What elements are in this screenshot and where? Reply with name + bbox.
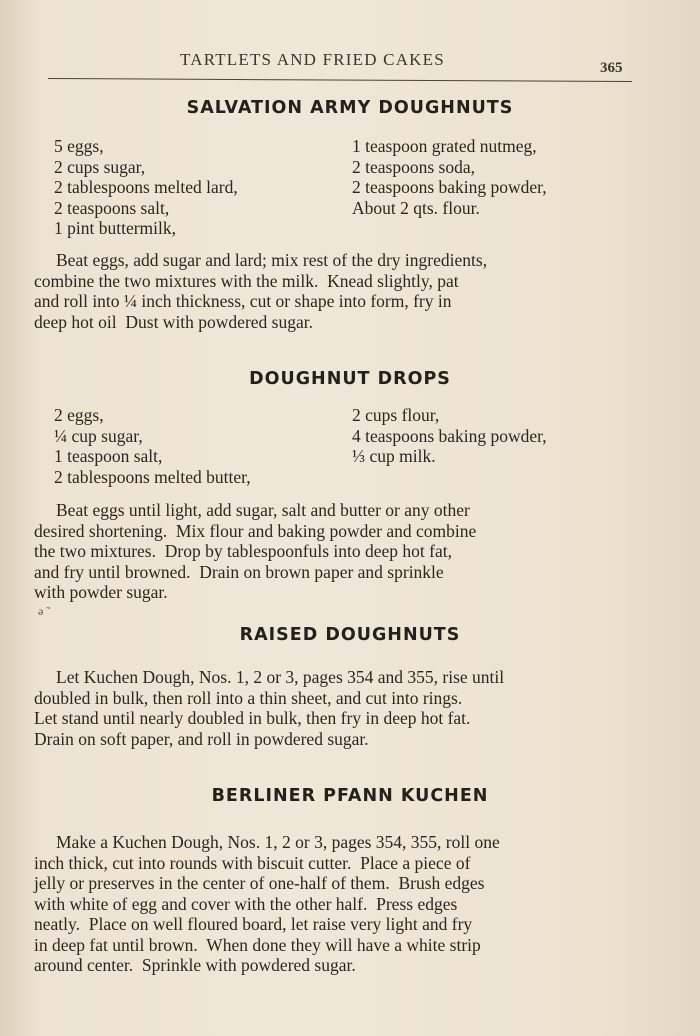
recipe-title-raised-doughnuts: RAISED DOUGHNUTS xyxy=(239,625,461,645)
method-line: with white of egg and cover with the other half. Press edges xyxy=(34,893,458,914)
header-rule xyxy=(48,78,632,82)
recipe-method xyxy=(34,500,476,603)
recipe-title-salvation-army-doughnuts: SALVATION ARMY DOUGHNUTS xyxy=(186,98,514,118)
ingredient: 2 teaspoons salt, xyxy=(54,197,170,218)
method-line: Let Kuchen Dough, Nos. 1, 2 or 3, pages 354 and 355, rise until xyxy=(56,667,505,687)
method-line: Make a Kuchen Dough, Nos. 1, 2 or 3, pages 354, 355, roll one xyxy=(56,832,500,852)
ingredient: About 2 qts. flour. xyxy=(352,197,480,218)
method-line: Let stand until nearly doubled in bulk, then fry in deep hot fat. xyxy=(34,708,471,728)
recipe-method xyxy=(34,667,504,749)
method-line: doubled in bulk, then roll into a thin sheet, and cut into rings. xyxy=(34,687,463,708)
ingredients-left xyxy=(54,136,238,239)
ingredient: 2 teaspoons baking powder, xyxy=(352,177,547,197)
recipe-method xyxy=(34,832,500,976)
ingredient: 2 teaspoons soda, xyxy=(352,156,475,177)
ingredient: 2 cups flour, xyxy=(352,405,440,425)
ingredient: 1 pint buttermilk, xyxy=(54,218,177,238)
method-line: and fry until browned. Drain on brown paper and sprinkle xyxy=(34,561,444,582)
ingredient: ¼ cup sugar, xyxy=(54,425,143,446)
page-number: 365 xyxy=(600,60,623,76)
ingredients-right xyxy=(352,405,547,467)
method-line: Beat eggs until light, add sugar, salt and butter or any other xyxy=(56,500,470,520)
method-line: combine the two mixtures with the milk. Knead slightly, pat xyxy=(34,270,459,291)
ingredient: 4 teaspoons baking powder, xyxy=(352,425,547,446)
method-line: inch thick, cut into rounds with biscuit cutter. Place a piece of xyxy=(34,852,471,873)
method-line: Beat eggs, add sugar and lard; mix rest of the dry ingredients, xyxy=(56,250,488,270)
ingredients-left xyxy=(54,405,251,487)
ingredient: ⅓ cup milk. xyxy=(352,446,436,466)
method-line: in deep fat until brown. When done they will have a white strip xyxy=(34,934,481,955)
method-line: deep hot oil Dust with powdered sugar. xyxy=(34,311,313,332)
ingredients-right xyxy=(352,136,547,218)
method-line: jelly or preserves in the center of one-half of them. Brush edges xyxy=(34,873,485,893)
method-line: with powder sugar. xyxy=(34,582,168,602)
recipe-title-doughnut-drops: DOUGHNUT DROPS xyxy=(249,369,451,389)
ingredient: 2 tablespoons melted lard, xyxy=(54,177,238,197)
ingredient: 1 teaspoon salt, xyxy=(54,446,163,466)
recipe-title-berliner-pfann-kuchen: BERLINER PFANN KUCHEN xyxy=(211,786,489,806)
stray-ink-mark: ǝ ˜ xyxy=(38,604,51,618)
method-line: desired shortening. Mix flour and baking powder and combine xyxy=(34,520,477,541)
recipe-method xyxy=(34,250,487,332)
method-line: Drain on soft paper, and roll in powdered sugar. xyxy=(34,728,369,749)
ingredient: 5 eggs, xyxy=(54,136,104,156)
ingredient: 2 eggs, xyxy=(54,405,104,425)
method-line: neatly. Place on well floured board, let raise very light and fry xyxy=(34,914,473,934)
ingredient: 2 cups sugar, xyxy=(54,156,146,177)
method-line: around center. Sprinkle with powdered sugar. xyxy=(34,955,356,975)
running-head: TARTLETS AND FRIED CAKES xyxy=(180,50,445,69)
method-line: and roll into ¼ inch thickness, cut or shape into form, fry in xyxy=(34,291,452,311)
ingredient: 1 teaspoon grated nutmeg, xyxy=(352,136,537,156)
ingredient: 2 tablespoons melted butter, xyxy=(54,466,251,487)
method-line: the two mixtures. Drop by tablespoonfuls into deep hot fat, xyxy=(34,541,452,561)
